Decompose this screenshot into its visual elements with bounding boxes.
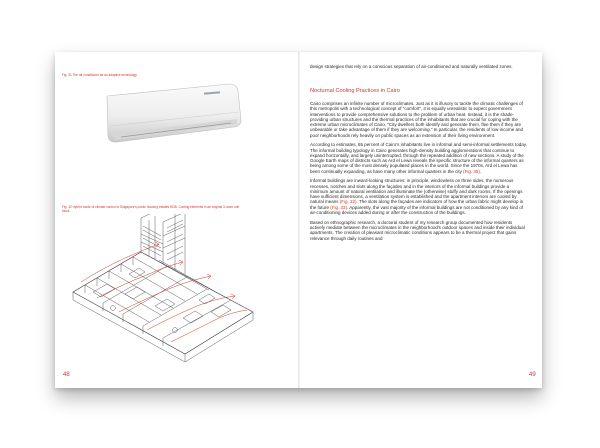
paragraph-3-text-b: . The slots along the façades are indicators of how the urban fabric might develop in the future [310,199,524,210]
book-spread [55,52,542,388]
page-number-right: 49 [529,372,536,378]
page-gutter [298,52,300,388]
section-heading: Nocturnal Cooling Practices in Cairo [310,88,400,94]
intro-text: design strategies that rely on a conscious separation of air-conditioned and naturally ventilated zones. [310,64,513,69]
paragraph-1: Cairo comprises an infinite number of microclimates. Just as it is illusory to tackle the climatic challenges of this metropolis with a technological concept of "comfort", it is equally unrealistic to expect government interventions to provide comprehensive solutions to the problem of urban heat. Instead, it is the shade-providing urban structures and the thermal practices of the inhabitants that are crucial for coping with the extreme urban microclimates of Cairo. "City dwellers both identify and generate them, flee them if they are unbearable or take advantage of them if they are welcoming." In particular, the residents of low-income and poor neighborhoods rely heavily on public spaces as an extension of their living environment. [310,101,523,138]
paragraph-3 [310,178,528,215]
paragraph-3-text-a: Informal buildings are inward-looking structures: in principle, windowless on three sides, the numerous recesses, notches and slots along the façades and in the interiors of the informal buildings provide a minimum amount of natural ventilation and illuminate the (otherwise) stuffy and dark rooms. If the openings have sufficient dimensions, a ventilation system is established and the apartment interiors are cooled by natural means [310,178,523,205]
figure-caption-bottom: Fig. 32 Hybrid mode of climate control in Singapore's public housing estates HDB. Cooling elements in an original 3-room unit block. [62,205,240,213]
intro-paragraph [310,64,528,74]
figure-reference-33[interactable]: (Fig. 33) [330,204,348,210]
body-column [310,101,528,245]
figure-reference-32[interactable]: (Fig. 32) [339,199,357,205]
paragraph-2-text: According to estimates, 65 percent of Cairo's inhabitants live in informal and semi-informal settlements today. The informal building typology in Cairo generates high-density building agglomerations that continue to expand horizontally, and largely uninterrupted, through the repeated addition of new sections. A study of the Google Earth maps of districts such as Ard el Lewa reveals the specific structure of the informal quarters as being among some of the most densely populated places in the world. Since the 1970s, Ard el Lewa has been continually expanding, as have many other informal quarters in the city [310,142,527,174]
figure-reference-35[interactable]: (Fig. 35) [463,168,480,174]
paragraph-2: According to estimates, 65 percent of Cairo's inhabitants live in informal and semi-informal settlements today. The informal building typology in Cairo generates high-density building agglomerations that continue to expand horizontally, and largely uninterrupted, through the repeated addition of new sections. A study of the Google Earth maps of districts such as Ard el Lewa reveals the specific structure of the informal quarters as being among some of the most densely populated places in the world. Since the 1970s, Ard el Lewa has been continually expanding, as have many other informal quarters in the city (Fig. 35). [310,142,527,174]
paragraph-4: Based on ethnographic research, a doctoral student of my research group documented how residents actively mediate between the microclimates in the neighborhood's outdoor spaces and inside their individual apartments. The creation of pleasant microclimatic conditions appears to be a thermal project that gains relevance through daily routines and [310,219,525,241]
figure-caption-top: Fig. 31 The air conditioner as an adaptive technology [62,73,137,77]
isometric-building-drawing [63,214,269,366]
air-conditioner-image [103,82,243,156]
paragraph-3-text-c: . Apparently, the vast majority of the informal buildings are not conditioned by any kind of air-conditioning devices added during or after the construction of the buildings. [310,204,524,215]
page-number-left: 48 [63,372,70,378]
